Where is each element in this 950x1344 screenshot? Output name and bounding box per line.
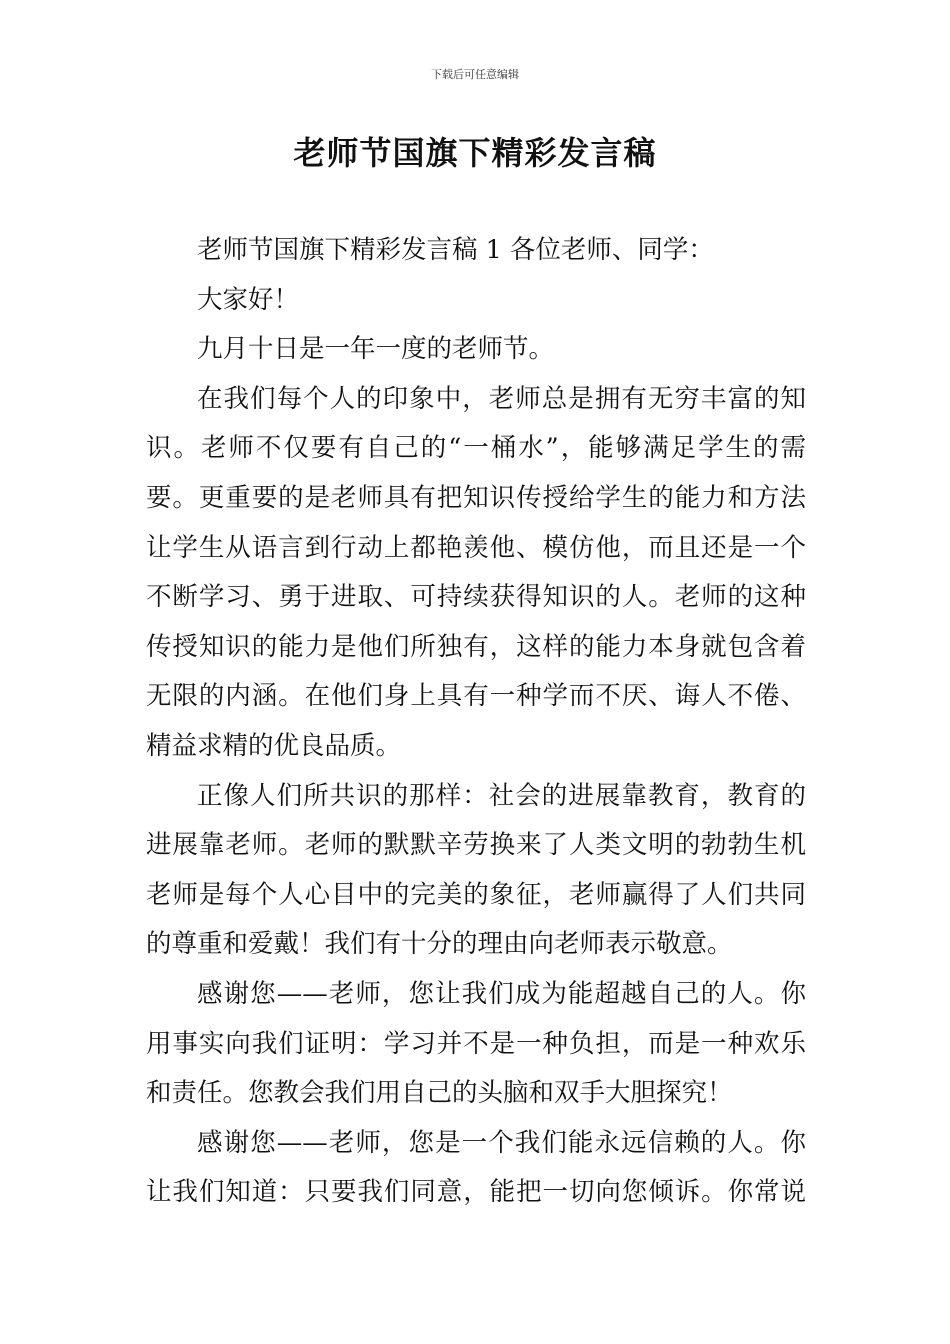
body-line: 精益求精的优良品质。 (146, 730, 402, 761)
body-line: 传授知识的能力是他们所独有，这样的能力本身就包含着 (146, 631, 806, 662)
body-line: 大家好！ (197, 284, 300, 315)
body-line: 用事实向我们证明：学习并不是一种负担，而是一种欢乐 (146, 1028, 806, 1059)
body-line: 九月十日是一年一度的老师节。 (197, 334, 555, 365)
header-note: 下载后可任意编辑 (431, 68, 519, 81)
body-line: 感谢您——老师，您是一个我们能永远信赖的人。你 (197, 1127, 806, 1158)
body-line: 正像人们所共识的那样：社会的进展靠教育，教育的 (197, 780, 806, 811)
body-line: 识。老师不仅要有自己的“一桶水”，能够满足学生的需 (146, 433, 806, 464)
body-line: 无限的内涵。在他们身上具有一种学而不厌、诲人不倦、 (146, 681, 806, 712)
body-line: 老师是每个人心目中的完美的象征，老师赢得了人们共同 (146, 879, 806, 910)
body-line: 在我们每个人的印象中，老师总是拥有无穷丰富的知 (197, 383, 806, 414)
body-line: 不断学习、勇于进取、可持续获得知识的人。老师的这种 (146, 582, 806, 613)
document-title: 老师节国旗下精彩发言稿 (293, 134, 657, 172)
body-line: 让学生从语言到行动上都艳羡他、模仿他，而且还是一个 (146, 532, 806, 563)
body-line: 让我们知道：只要我们同意，能把一切向您倾诉。你常说 (146, 1177, 806, 1208)
body-line: 的尊重和爱戴！我们有十分的理由向老师表示敬意。 (146, 929, 733, 960)
body-line: 感谢您——老师，您让我们成为能超越自己的人。你 (197, 978, 806, 1009)
body-line: 要。更重要的是老师具有把知识传授给学生的能力和方法 (146, 482, 806, 513)
document-body (146, 226, 806, 1218)
body-line: 和责任。您教会我们用自己的头脑和双手大胆探究！ (146, 1078, 733, 1109)
body-line: 进展靠老师。老师的默默辛劳换来了人类文明的勃勃生机 (146, 830, 806, 861)
body-line: 老师节国旗下精彩发言稿 1 各位老师、同学： (197, 235, 714, 265)
